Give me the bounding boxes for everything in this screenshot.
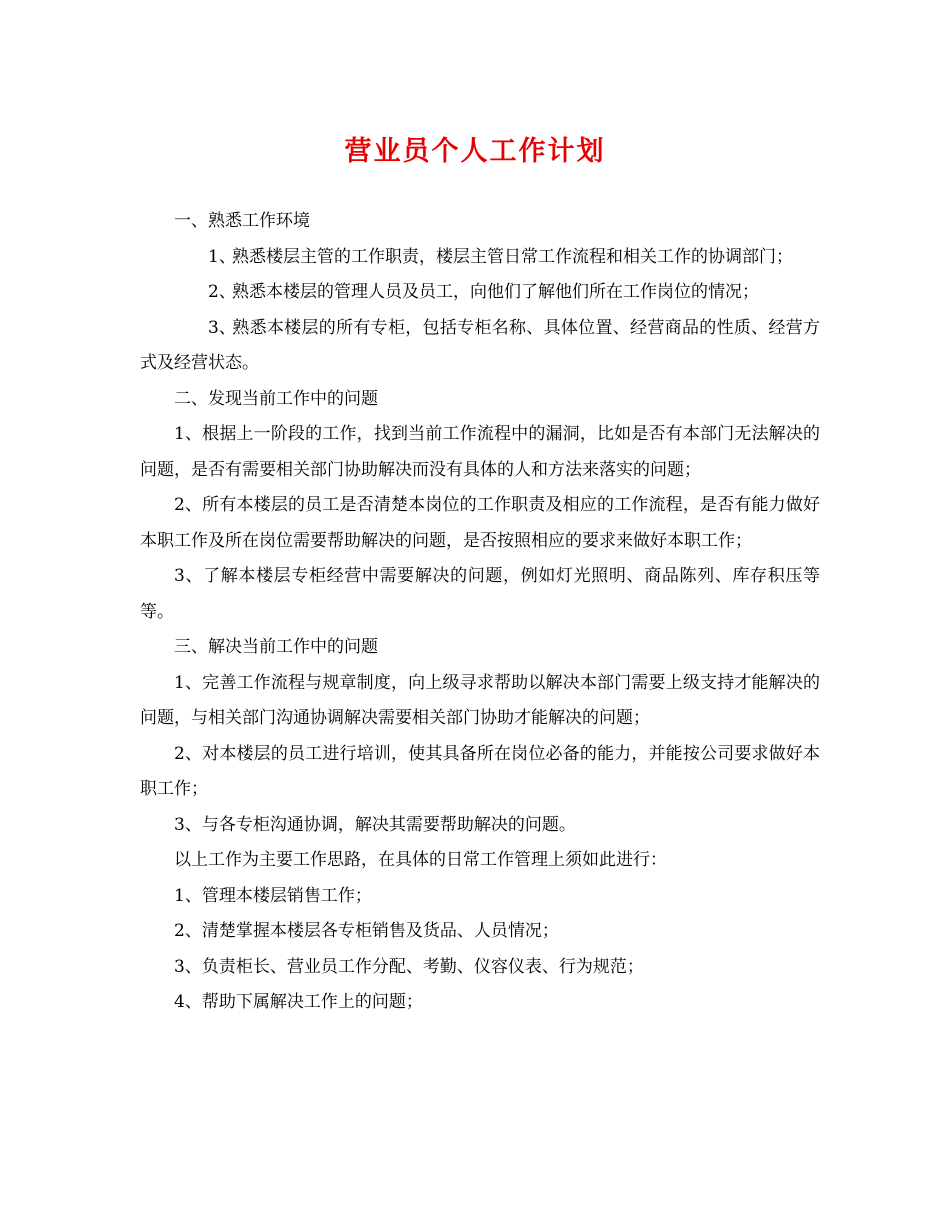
section-heading-1: 一、熟悉工作环境 [174,211,310,231]
list-item: 3、负责柜长、营业员工作分配、考勤、仪容仪表、行为规范； [174,956,644,977]
list-item: 2、熟悉本楼层的管理人员及员工，向他们了解他们所在工作岗位的情况； [208,282,759,302]
list-item: 3、了解本楼层专柜经营中需要解决的问题，例如灯光照明、商品陈列、库存积压等等。 [140,566,820,622]
list-item: 4、帮助下属解决工作上的问题； [174,992,423,1012]
list-item: 2、所有本楼层的员工是否清楚本岗位的工作职责及相应的工作流程，是否有能力做好本职工作及所在岗位需要帮助解决的问题，是否按照相应的要求来做好本职工作； [140,495,820,551]
list-item: 1、根据上一阶段的工作，找到当前工作流程中的漏洞，比如是否有本部门无法解决的问题，是否有需要相关部门协助解决而没有具体的人和方法来落实的问题； [140,424,820,480]
section-heading-2: 二、发现当前工作中的问题 [174,388,378,409]
list-item: 3、与各专柜沟通协调，解决其需要帮助解决的问题。 [174,814,576,835]
intro-paragraph: 以上工作为主要工作思路，在具体的日常工作管理上须如此进行： [174,850,667,870]
list-item: 2、对本楼层的员工进行培训，使其具备所在岗位必备的能力，并能按公司要求做好本职工作； [140,743,820,799]
list-item: 2、清楚掌握本楼层各专柜销售及货品、人员情况； [174,921,559,941]
list-item: 1、完善工作流程与规章制度，向上级寻求帮助以解决本部门需要上级支持才能解决的问题，与相关部门沟通协调解决需要相关部门协助才能解决的问题； [140,672,820,728]
section-heading-3: 三、解决当前工作中的问题 [174,637,378,657]
list-item: 1、管理本楼层销售工作； [174,885,372,906]
document-body [140,204,820,1021]
list-item: 3、熟悉本楼层的所有专柜，包括专柜名称、具体位置、经营商品的性质、经营方式及经营状态。 [140,317,820,373]
list-item: 1、熟悉楼层主管的工作职责，楼层主管日常工作流程和相关工作的协调部门； [208,246,793,267]
document-title: 营业员个人工作计划 [344,136,606,167]
